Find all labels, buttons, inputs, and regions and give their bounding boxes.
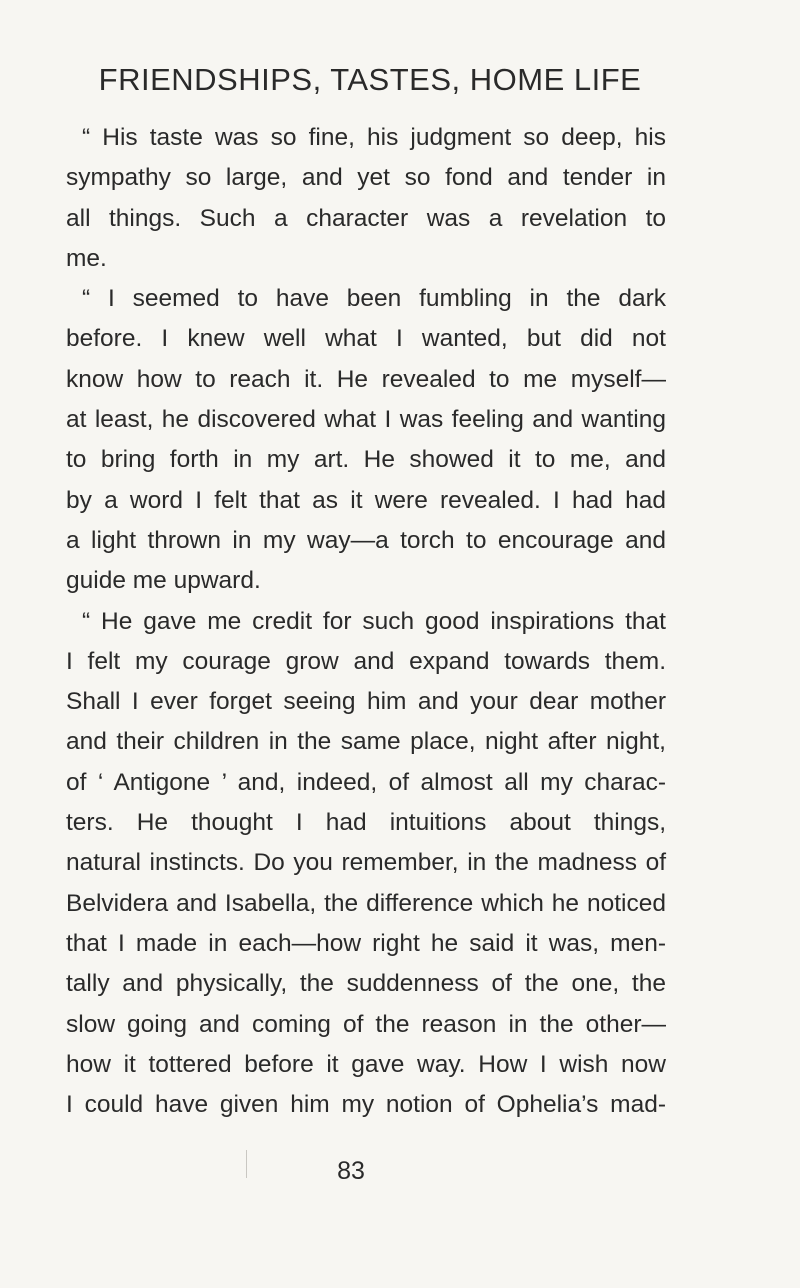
text-line: “ His taste was so fine, his judgment so deep, his — [82, 124, 666, 151]
text-line: me. — [66, 244, 107, 272]
text-line: know how to reach it. He revealed to me myself— — [66, 365, 666, 393]
text-line: Belvidera and Isabella, the difference which he noticed — [66, 889, 666, 917]
text-line: to bring forth in my art. He showed it to me, and — [66, 446, 666, 474]
text-line: that I made in each—how right he said it was, men- — [66, 929, 666, 957]
text-line: of ‘ Antigone ’ and, indeed, of almost all my charac- — [66, 768, 666, 796]
text-line: before. I knew well what I wanted, but did not — [66, 325, 666, 353]
page-number: 83 — [337, 1157, 365, 1185]
body-text — [66, 118, 666, 1125]
text-line: “ I seemed to have been fumbling in the dark — [82, 285, 666, 313]
text-line: “ He gave me credit for such good inspirations that — [82, 607, 666, 635]
text-line: at least, he discovered what I was feeling and wanting — [66, 406, 666, 434]
text-line: all things. Such a character was a revelation to — [66, 204, 666, 232]
text-line: guide me upward. — [66, 567, 261, 595]
text-line: a light thrown in my way—a torch to encourage and — [66, 526, 666, 554]
text-line: slow going and coming of the reason in the other— — [66, 1010, 666, 1038]
text-line: by a word I felt that as it were revealed. I had had — [66, 486, 666, 514]
text-line: how it tottered before it gave way. How I wish now — [66, 1050, 666, 1078]
text-line: sympathy so large, and yet so fond and tender in — [66, 164, 666, 192]
text-line: ters. He thought I had intuitions about things, — [66, 809, 666, 837]
text-line: tally and physically, the suddenness of the one, the — [66, 970, 666, 998]
text-line: I felt my courage grow and expand towards them. — [66, 647, 666, 675]
text-line: natural instincts. Do you remember, in the madness of — [66, 849, 666, 877]
text-line: and their children in the same place, night after night, — [66, 728, 666, 756]
gutter-mark — [246, 1150, 247, 1178]
running-head: FRIENDSHIPS, TASTES, HOME LIFE — [98, 62, 642, 97]
text-line: Shall I ever forget seeing him and your dear mother — [66, 688, 666, 716]
text-line: I could have given him my notion of Ophelia’s mad- — [66, 1091, 666, 1119]
